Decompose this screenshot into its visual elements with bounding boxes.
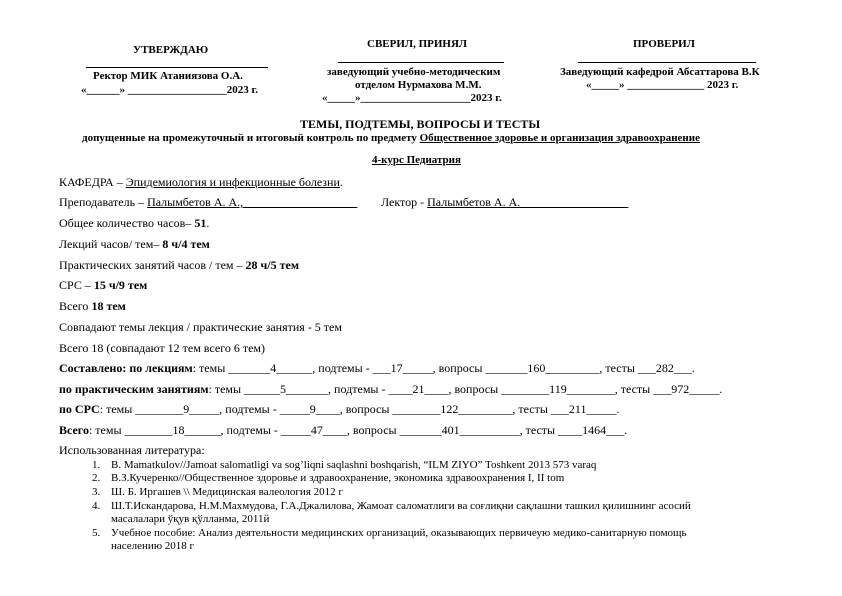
srs-line (59, 278, 147, 293)
total-label: Всего (59, 299, 92, 313)
document-subtitle (82, 132, 700, 144)
teacher-label: Преподаватель – (59, 195, 148, 209)
stats-row3-text: : темы ________9_____, подтемы - _____9____, вопросы ________122_________, тесты ___211_____. (99, 402, 620, 416)
verified-head: Заведующий кафедрой Абсаттарова В.К (560, 66, 760, 78)
hours-value: 51 (194, 216, 207, 230)
subject-name: Общественное здоровье и организация здравоохранение (419, 132, 700, 144)
literature-num-1: 1. (92, 459, 101, 471)
stats-row4-label: Всего (59, 423, 89, 437)
literature-item-5-cont: населению 2018 г (111, 540, 195, 552)
lectures-label: Лекций часов/ тем– (59, 237, 163, 251)
literature-item-5: Учебное пособие: Анализ деятельности медицинских организаций, оказывающих первичеую медико-санитарную помощь (111, 527, 687, 539)
practice-value: 28 ч/5 тем (245, 258, 300, 272)
approve-date: «______» __________________2023 г. (81, 84, 259, 96)
course-label: 4-курс Педиатрия (372, 154, 461, 166)
literature-item-2: В.З.Кучеренко//Общественное здоровье и здравоохранение, экономика здравоохранения I, II tom (111, 472, 565, 484)
literature-num-3: 3. (92, 486, 101, 498)
literature-num-4: 4. (92, 500, 101, 512)
subtitle-prefix: допущенные на промежуточный и итоговый контроль по предмету (82, 132, 420, 144)
kafedra-line (59, 175, 343, 190)
approve-signature-line (86, 67, 268, 68)
practice-line (59, 258, 299, 273)
srs-label: СРС – (59, 278, 94, 292)
stats-row-total (59, 423, 627, 438)
stats-row1-label: Составлено (59, 361, 123, 375)
stats-row4-text: : темы ________18______, подтемы - _____47____, вопросы _______401__________, тесты ____1464___. (88, 423, 628, 437)
kafedra-label: КАФЕДРА – (59, 175, 126, 189)
checked-position: заведующий учебно-методическим (327, 66, 501, 78)
teacher-line (59, 195, 357, 210)
stats-row-srs (59, 402, 619, 417)
approve-rector: Ректор МИК Атаниязова О.А. (93, 70, 243, 82)
literature-title: Использованная литература: (59, 443, 205, 457)
stats-row1-label2: : по лекциям (122, 361, 193, 375)
hours-dot: . (206, 216, 210, 230)
literature-item-3: Ш. Б. Иргашев \\ Медицинская валеология 2012 г (111, 486, 343, 498)
checked-signature-line (338, 62, 504, 63)
coincide-line: Совпадают темы лекция / практические занятия - 5 тем (59, 320, 342, 334)
checked-accepted-title: СВЕРИЛ, ПРИНЯЛ (367, 38, 468, 50)
literature-item-4: Ш.Т.Искандарова, Н.М.Махмудова, Г.А.Джалилова, Жамоат саломатлиги ва соғлиқни сақлашни ташкил қилишнинг асосий (111, 500, 691, 512)
lector-line (381, 195, 628, 210)
document-title: ТЕМЫ, ПОДТЕМЫ, ВОПРОСЫ И ТЕСТЫ (300, 117, 541, 131)
literature-item-1: B. Mamatkulov//Jamoat salomatligi va sog’liqni saqlashni boshqarish, “ILM ZIYO” Toshkent 2013 573 varaq (111, 459, 597, 471)
practice-label: Практических занятий часов / тем – (59, 258, 246, 272)
approve-title: УТВЕРЖДАЮ (133, 44, 209, 56)
total-value: 18 тем (91, 299, 126, 313)
srs-value: 15 ч/9 тем (93, 278, 148, 292)
lector-value: Палымбетов А. А.__________________ (427, 195, 629, 209)
literature-item-4-cont: масалалари ўқув қўлланма, 2011й (111, 513, 270, 525)
stats-row2-text: : темы ______5_______, подтемы - ____21____, вопросы ________119________, тесты ___972_____. (208, 382, 723, 396)
stats-row1-text: : темы _______4______, подтемы - ___17_____, вопросы _______160_________, тесты ___282___. (192, 361, 695, 375)
literature-num-2: 2. (92, 472, 101, 484)
stats-row-lectures (59, 361, 695, 376)
total18-line: Всего 18 (совпадают 12 тем всего 6 тем) (59, 341, 265, 355)
hours-label: Общее количество часов– (59, 216, 195, 230)
teacher-value: Палымбетов А. А.,___________________ (147, 195, 358, 209)
literature-num-5: 5. (92, 527, 101, 539)
lectures-value: 8 ч/4 тем (162, 237, 210, 251)
total-line (59, 299, 126, 314)
verified-date: «_____» ______________ 2023 г. (586, 79, 739, 91)
stats-row2-label: по практическим занятиям (59, 382, 209, 396)
hours-line (59, 216, 209, 231)
kafedra-dot: . (339, 175, 343, 189)
checked-name: отделом Нурмахова М.М. (355, 79, 482, 91)
checked-date: «_____»____________________2023 г. (322, 92, 502, 104)
stats-row3-label: по СРС (59, 402, 100, 416)
lectures-line (59, 237, 210, 252)
kafedra-value: Эпидемиология и инфекционные болезни (125, 175, 340, 189)
verified-title: ПРОВЕРИЛ (633, 38, 695, 50)
verified-signature-line (578, 62, 756, 63)
stats-row-practice (59, 382, 722, 397)
lector-label: Лектор - (381, 195, 428, 209)
